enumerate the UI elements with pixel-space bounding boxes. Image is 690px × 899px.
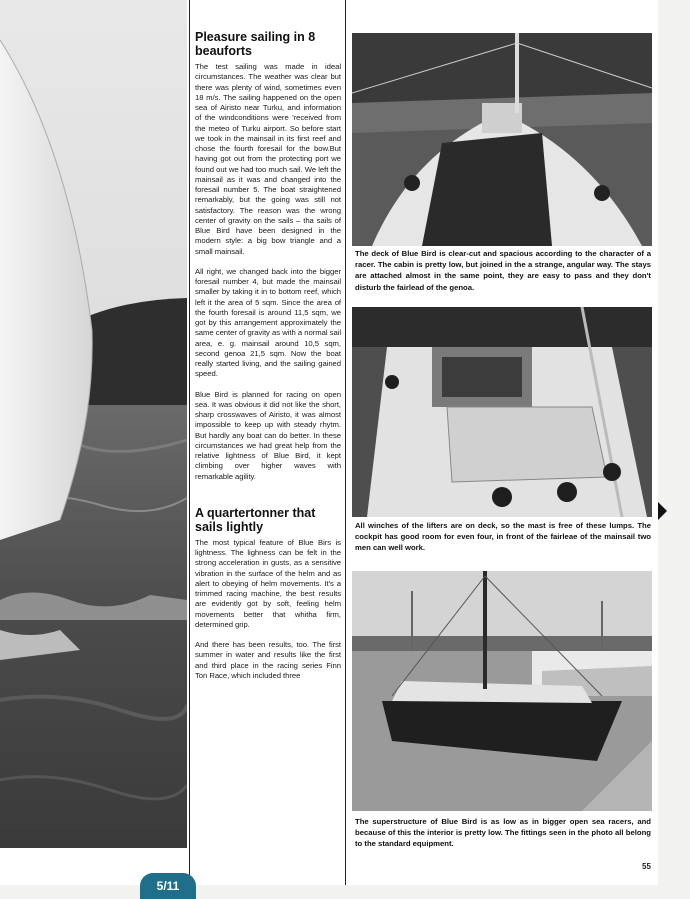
- deck-photo: [352, 33, 652, 246]
- page-counter-badge: 5/11: [140, 873, 196, 899]
- harbour-photo-caption: The superstructure of Blue Bird is as low as in bigger open sea racers, and because of this the interior is pretty low. The fittings seen in the photo all belong to the standard equipment.: [355, 817, 651, 849]
- article-paragraph: Blue Bird is planned for racing on open sea. It was obvious it did not like the short, sharp crosswaves of Airisto, it was almost impossible to keep up with steady rhytm. But hardly any boat can do better. In these circumstances we had great help from the relative lightness of Blue Bird, it kept climbing over higher waves with remarkable agility.: [195, 389, 341, 481]
- column-divider-right: [345, 0, 346, 885]
- article-text-column: [195, 30, 341, 691]
- cockpit-photo-caption: All winches of the lifters are on deck, so the mast is free of these lumps. The cockpit has good room for even four, in front of the fairleae of the mainsail two men can well work.: [355, 521, 651, 553]
- column-divider-left: [189, 0, 190, 885]
- article-paragraph: All right, we changed back into the bigger foresail number 4, but made the mainsail smaller by taking it in to bottom reef, which left it the area of 5 sqm. Since the area of the fourth foresail is around 11,5 sqm, we got by this arrangement approximately the same center of gravity as with a normal sail area, e. g. mainsail around 10,5 sqm, second genoa 21,5 sqm. Now the boat really started living, and the sailing gained speed.: [195, 266, 341, 379]
- sail-photo: [0, 0, 187, 848]
- page-number: 55: [642, 862, 651, 871]
- article-paragraph: And there has been results, too. The first summer in water and results like the first and third place in the racing series Finn Ton Race, which included three: [195, 640, 341, 680]
- article-paragraph: The test sailing was made in ideal circumstances. The weather was clear but there was plenty of wind, sometimes even 18 m/s. The sailing happened on the open sea of Airisto near Turku, and information of the windconditions were 'received from the meteo of Turku airport. So before start we took in the mainsail in its first reef and chose the fourth foresail for the bow.But having got out from the protecting port we found out we had too much sail. We left the mainsail as it was and changed into the foresail number 5. The boat straightened remarkably, but the going was still not satisfactory. The reason was the wrong center of gravity on the sails – tha sails of Blue Bird have been designed in the modern style: a big bow triangle and a small mainsail.: [195, 62, 341, 256]
- harbour-photo: [352, 571, 652, 811]
- section-heading-quartertonner: A quartertonner that sails lightly: [195, 505, 316, 534]
- deck-photo-caption: The deck of Blue Bird is clear-cut and spacious according to the character of a racer. The cabin is pretty low, but joined in the a strange, angular way. The stays are attached almost in the same point, they are easy to pass and they don't disturb the fairlead of the genoa.: [355, 249, 651, 292]
- article-paragraph: The most typical feature of Blue Birs is lightness. The lighness can be felt in the strong acceleration in gusts, as a sensitive vibration in the surface of the helm and as alert to obeying of helm movements. It's a trimmed racing machine, the best results are evidently got by soft, feeling helm movements better that whitha firm, determined grip.: [195, 537, 341, 629]
- section-heading-pleasure-sailing: Pleasure sailing in 8 beauforts: [195, 30, 316, 58]
- cockpit-photo: [352, 307, 652, 517]
- next-page-arrow-icon[interactable]: [658, 502, 667, 520]
